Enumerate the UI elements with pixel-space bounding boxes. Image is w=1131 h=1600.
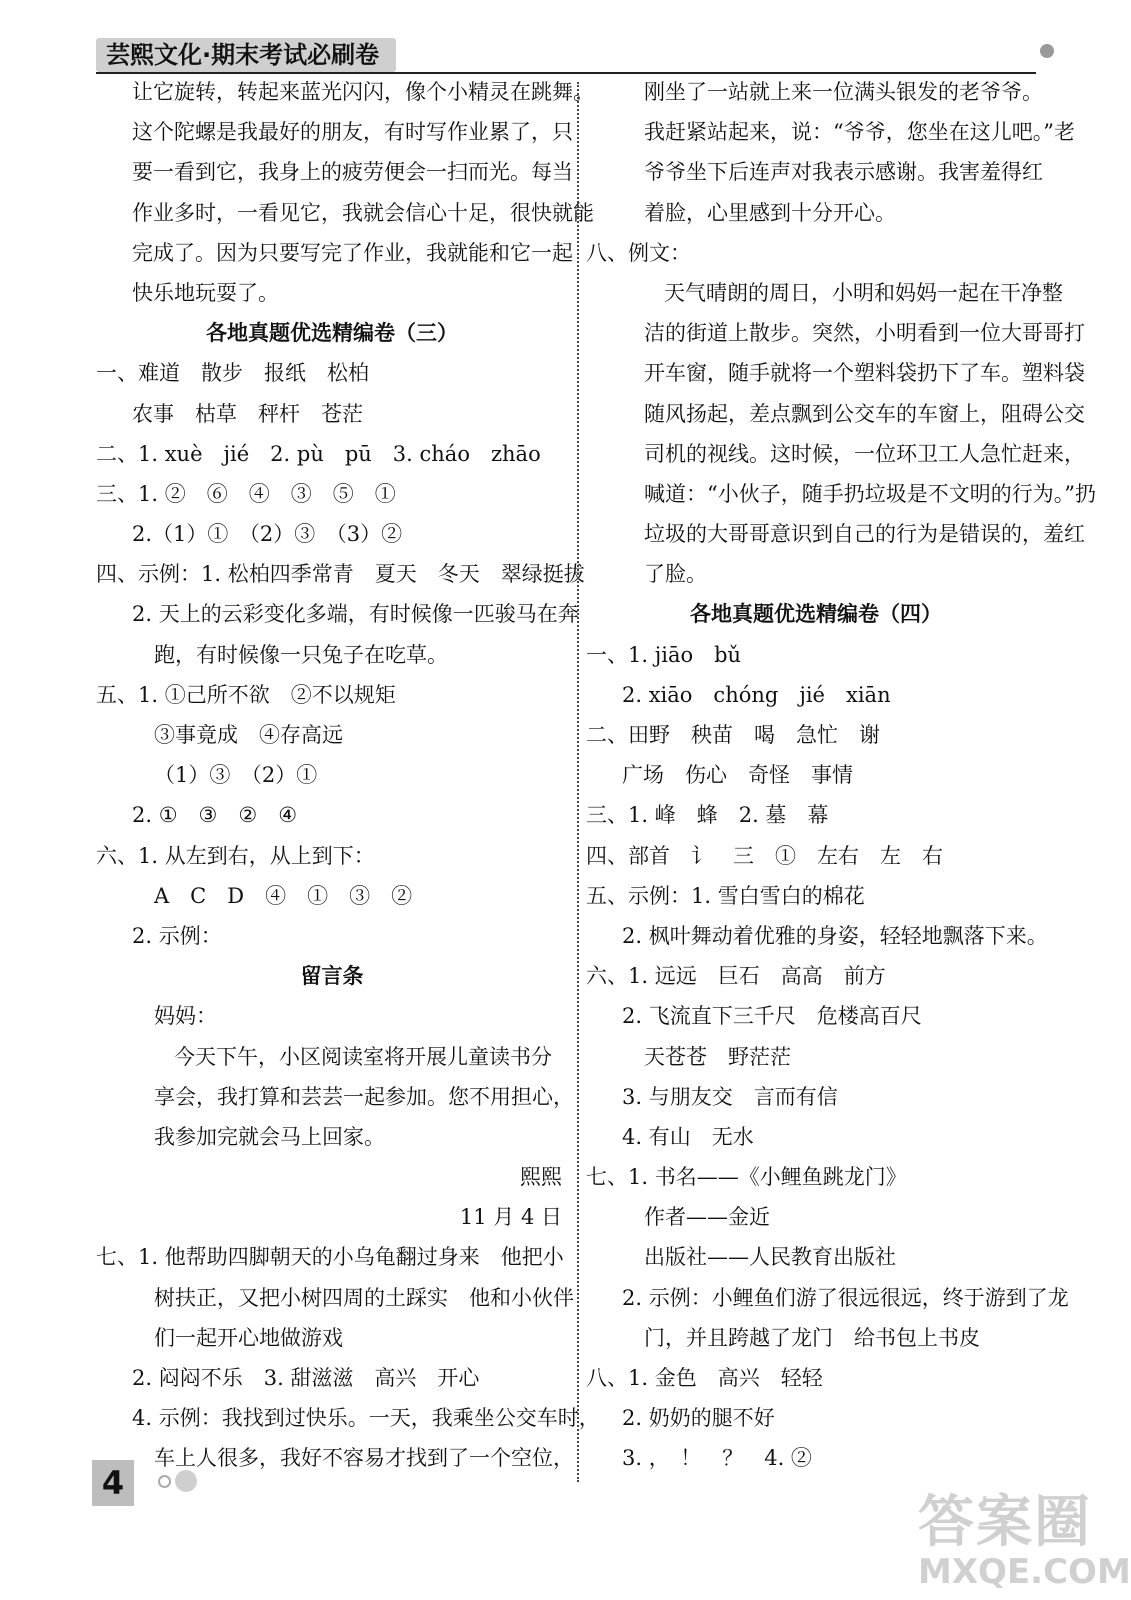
answer-line: 天气晴朗的周日，小明和妈妈一起在干净整 — [664, 280, 1063, 305]
answer-line: 爷爷坐下后连声对我表示感谢。我害羞得红 — [644, 160, 1043, 185]
answer-line: （1）③ （2）① — [154, 763, 318, 788]
answer-line: 快乐地玩耍了。 — [132, 280, 279, 305]
answer-line: 了脸。 — [644, 562, 707, 587]
answer-line: 喊道：“小伙子，随手扔垃圾是不文明的行为。”扔 — [644, 481, 1096, 506]
answer-line: 2. 示例： — [132, 923, 222, 948]
answer-line: 熙熙 — [520, 1165, 562, 1190]
answer-line: 2. 奶奶的腿不好 — [622, 1406, 775, 1431]
left-column — [96, 72, 600, 1479]
answer-line: 七、1. 书名——《小鲤鱼跳龙门》 — [586, 1165, 907, 1190]
answer-line: A C D ④ ① ③ ② — [154, 883, 413, 908]
answer-line: 八、1. 金色 高兴 轻轻 — [586, 1366, 823, 1390]
answer-line: 司机的视线。这时候，一位环卫工人急忙赶来， — [644, 441, 1085, 466]
answer-line: 今天下午，小区阅读室将开展儿童读书分 — [174, 1044, 552, 1069]
answer-line: 开车窗，随手就将一个塑料袋扔下了车。塑料袋 — [644, 361, 1085, 386]
answer-line: 们一起开心地做游戏 — [154, 1325, 343, 1350]
answer-line: 车上人很多，我好不容易才找到了一个空位， — [154, 1446, 574, 1471]
answer-line: 二、田野 秧苗 喝 急忙 谢 — [586, 723, 880, 747]
answer-line: 我参加完就会马上回家。 — [154, 1124, 385, 1149]
answer-line: 这个陀螺是我最好的朋友，有时写作业累了，只 — [132, 120, 573, 145]
answer-line: 三、1. ② ⑥ ④ ③ ⑤ ① — [96, 481, 396, 506]
answer-line: 作业多时，一看见它，我就会信心十足，很快就能 — [132, 200, 594, 225]
answer-line: 六、1. 从左到右，从上到下： — [96, 843, 375, 868]
section-heading: 各地真题优选精编卷（四） — [690, 602, 942, 627]
answer-line: 五、示例：1. 雪白雪白的棉花 — [586, 883, 865, 908]
right-column — [586, 72, 1096, 1479]
footer-dots-decoration — [158, 1470, 201, 1492]
footer-ring-icon — [158, 1475, 171, 1488]
page-number: 4 — [92, 1460, 134, 1506]
book-series-title: 芸熙文化·期末考试必刷卷 — [96, 38, 396, 72]
answer-line: 要一看到它，我身上的疲劳便会一扫而光。每当 — [132, 160, 573, 185]
answer-line: 洁的街道上散步。突然，小明看到一位大哥哥打 — [644, 321, 1085, 346]
section-heading: 各地真题优选精编卷（三） — [206, 321, 458, 346]
answer-line: 2.（1）① （2）③ （3）② — [132, 522, 403, 547]
answer-line: 农事 枯草 秤杆 苍茫 — [132, 401, 363, 426]
answer-line: 2. 闷闷不乐 3. 甜滋滋 高兴 开心 — [132, 1366, 480, 1390]
answer-line: 2. 天上的云彩变化多端，有时候像一匹骏马在奔 — [132, 602, 579, 627]
answer-line: 2. 枫叶舞动着优雅的身姿，轻轻地飘落下来。 — [622, 923, 1048, 948]
answer-line: 2. 示例：小鲤鱼们游了很远很远，终于游到了龙 — [622, 1285, 1069, 1310]
answer-line: 2. 飞流直下三千尺 危楼高百尺 — [622, 1004, 922, 1029]
answer-line: 着脸，心里感到十分开心。 — [644, 200, 896, 225]
answer-line: 一、难道 散步 报纸 松柏 — [96, 361, 369, 386]
answer-line: 三、1. 峰 蜂 2. 墓 幕 — [586, 803, 829, 828]
answer-line: 刚坐了一站就上来一位满头银发的老爷爷。 — [644, 80, 1043, 104]
footer-dot-icon — [175, 1470, 197, 1492]
answer-line: 享会，我打算和芸芸一起参加。您不用担心， — [154, 1084, 574, 1109]
column-divider — [577, 82, 579, 1482]
header-dot-decoration — [1040, 44, 1054, 58]
answer-line: 广场 伤心 奇怪 事情 — [622, 763, 853, 788]
answer-line: 11 月 4 日 — [459, 1205, 562, 1230]
answer-line: ③事竟成 ④存高远 — [154, 723, 343, 747]
answer-line: 我赶紧站起来，说：“爷爷，您坐在这儿吧。”老 — [644, 120, 1075, 145]
answer-line: 门，并且跨越了龙门 给书包上书皮 — [644, 1325, 980, 1350]
answer-line: 五、1. ①己所不欲 ②不以规矩 — [96, 682, 396, 707]
answer-line: 一、1. jiāo bǔ — [586, 642, 742, 667]
answer-line: 让它旋转，转起来蓝光闪闪，像个小精灵在跳舞。 — [132, 80, 594, 104]
watermark-logo — [918, 1478, 1131, 1592]
section-heading: 留言条 — [300, 964, 364, 989]
answer-line: 4. 示例：我找到过快乐。一天，我乘坐公交车时， — [132, 1406, 600, 1431]
watermark-en: MXQE.COM — [918, 1552, 1131, 1592]
answer-line: 2. xiāo chóng jié xiān — [622, 682, 891, 707]
answer-line: 六、1. 远远 巨石 高高 前方 — [586, 964, 886, 989]
answer-line: 妈妈： — [154, 1004, 217, 1029]
answer-line: 四、示例：1. 松柏四季常青 夏天 冬天 翠绿挺拔 — [96, 562, 585, 587]
answer-line: 七、1. 他帮助四脚朝天的小乌龟翻过身来 他把小 — [96, 1245, 564, 1270]
answer-line: 树扶正，又把小树四周的土踩实 他和小伙伴 — [154, 1285, 574, 1310]
answer-line: 垃圾的大哥哥意识到自己的行为是错误的，羞红 — [644, 522, 1085, 547]
answer-line: 跑，有时候像一只兔子在吃草。 — [154, 642, 448, 667]
answer-line: 完成了。因为只要写完了作业，我就能和它一起 — [132, 240, 573, 265]
answer-line: 3. ， ！ ？ 4. ② — [622, 1446, 812, 1471]
answer-line: 四、部首 讠 三 ① 左右 左 右 — [586, 843, 943, 868]
answer-line: 二、1. xuè jié 2. pù pū 3. cháo zhāo — [96, 441, 541, 466]
answer-line: 3. 与朋友交 言而有信 — [622, 1084, 838, 1109]
answer-line: 2. ① ③ ② ④ — [132, 803, 298, 828]
answer-line: 八、例文： — [586, 240, 691, 265]
answer-line: 随风扬起，差点飘到公交车的车窗上，阻碍公交 — [644, 401, 1085, 426]
answer-line: 4. 有山 无水 — [622, 1124, 754, 1149]
answer-line: 天苍苍 野茫茫 — [644, 1044, 791, 1069]
answer-line: 出版社——人民教育出版社 — [644, 1245, 896, 1270]
answer-line: 作者——金近 — [644, 1205, 770, 1230]
watermark-cn: 答案圈 — [918, 1490, 1092, 1555]
